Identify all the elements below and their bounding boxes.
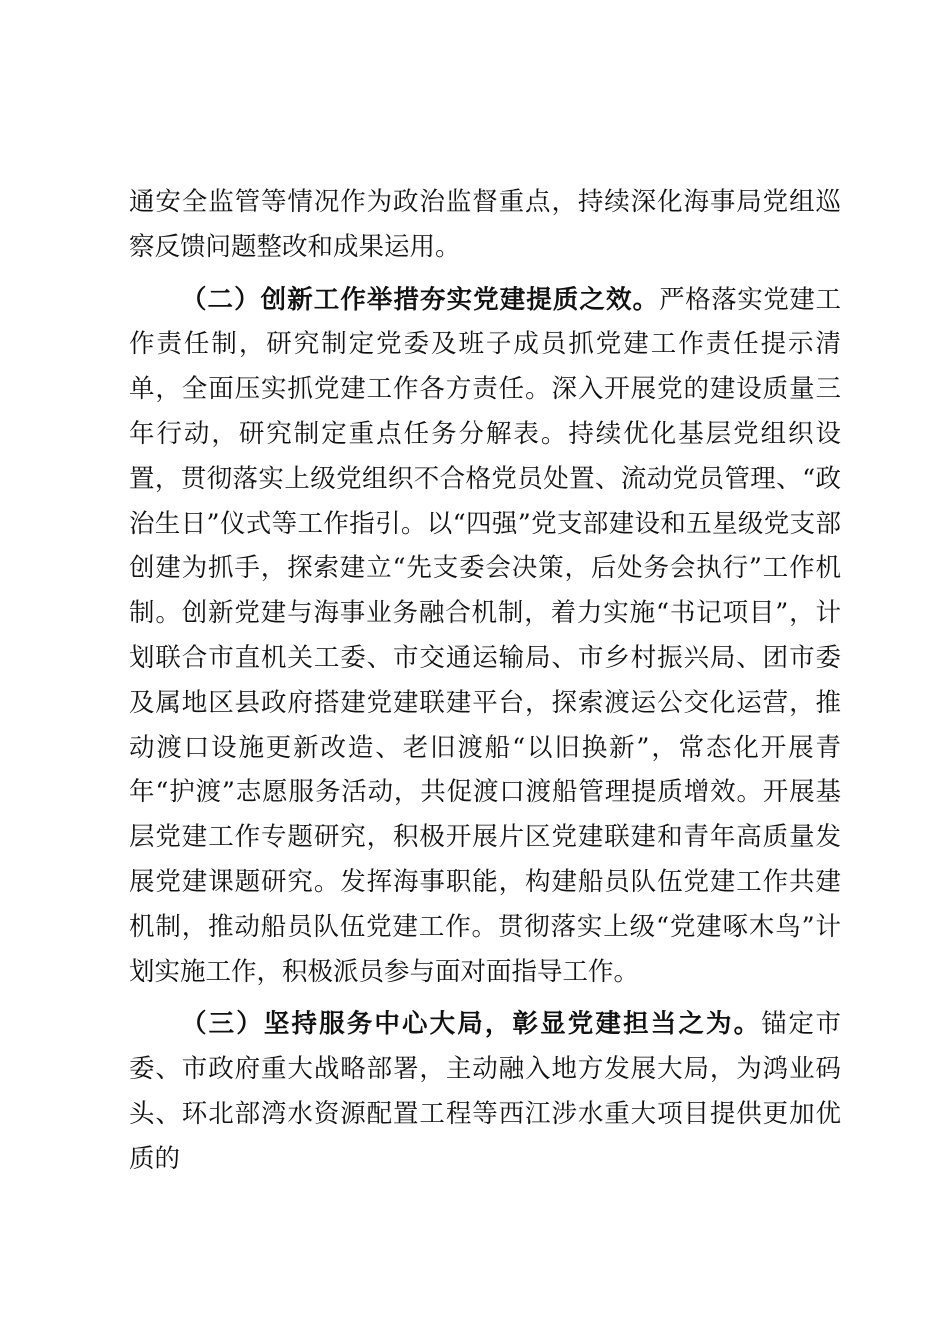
section-heading-3: （三）坚持服务中心大局，彰显党建担当之为。 [181, 1009, 762, 1040]
paragraph-serve-center [129, 1002, 841, 1181]
paragraph-text: 通安全监管等情况作为政治监督重点，持续深化海事局党组巡察反馈问题整改和成果运用。 [129, 187, 841, 262]
paragraph-text: 锚定市委、市政府重大战略部署，主动融入地方发展大局，为鸿业码头、环北部湾水资源配置工程等西江涉水重大项目提供更加优质的 [129, 1009, 841, 1174]
paragraph-text: 严格落实党建工作责任制，研究制定党委及班子成员抓党建工作责任提示清单，全面压实抓党建工作各方责任。深入开展党的建设质量三年行动，研究制定重点任务分解表。持续优化基层党组织设置，贯彻落实上级党组织不合格党员处置、流动党员管理、“政治生日”仪式等工作指引。以“四强”党支部建设和五星级党支部创建为抓手，探索建立“先支委会决策，后处务会执行”工作机制。创新党建与海事业务融合机制，着力实施“书记项目”，计划联合市直机关工委、市交通运输局、市乡村振兴局、团市委及属地区县政府搭建党建联建平台，探索渡运公交化运营，推动渡口设施更新改造、老旧渡船“以旧换新”，常态化开展青年“护渡”志愿服务活动，共促渡口渡船管理提质增效。开展基层党建工作专题研究，积极开展片区党建联建和青年高质量发展党建课题研究。发挥海事职能，构建船员队伍党建工作共建机制，推动船员队伍党建工作。贯彻落实上级“党建啄木鸟”计划实施工作，积极派员参与面对面指导工作。 [129, 284, 841, 987]
paragraph-continued [129, 180, 841, 270]
paragraph-innovation-measures [129, 278, 841, 995]
section-heading-2: （二）创新工作举措夯实党建提质之效。 [181, 284, 660, 315]
document-body [129, 180, 841, 1182]
